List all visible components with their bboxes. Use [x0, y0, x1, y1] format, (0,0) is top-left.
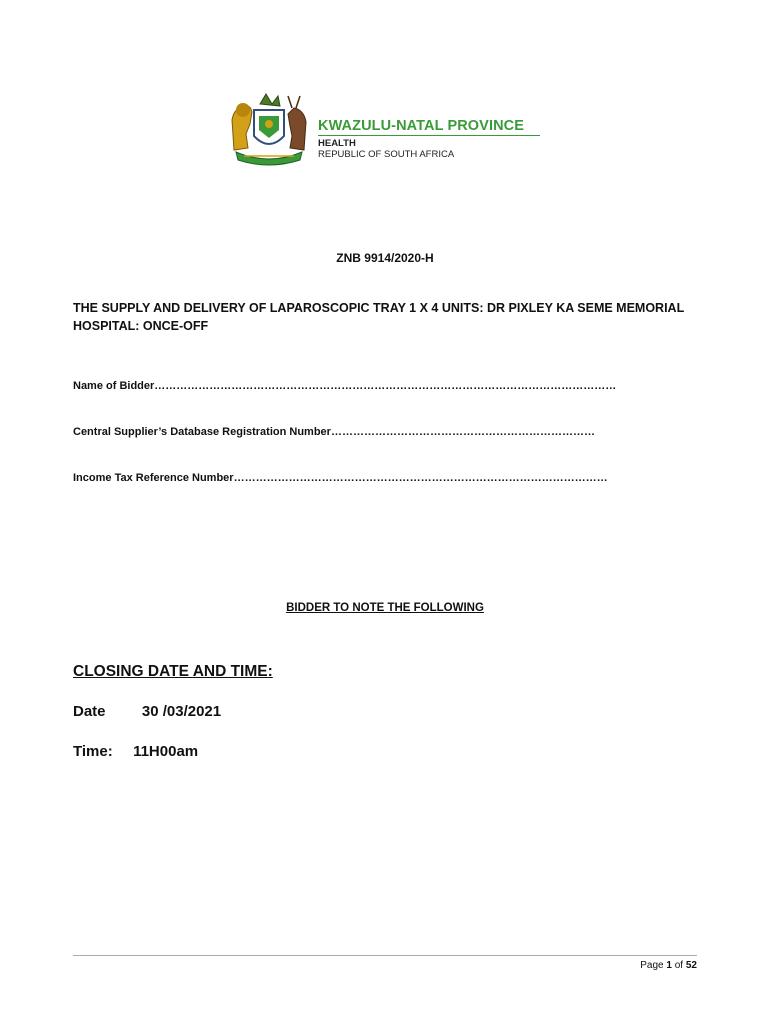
- tender-reference: ZNB 9914/2020-H: [336, 251, 434, 265]
- tender-title: THE SUPPLY AND DELIVERY OF LAPAROSCOPIC TRAY 1 X 4 UNITS: DR PIXLEY KA SEME MEMORIAL HOSPITAL: ONCE-OFF: [73, 301, 684, 333]
- footer-divider: [73, 955, 697, 956]
- name-of-bidder-field: Name of Bidder………………………………………………………………………………………………………………: [73, 380, 617, 392]
- time-label: Time:: [73, 743, 113, 760]
- page-current: 1: [666, 960, 672, 971]
- page-number: [640, 960, 697, 971]
- csd-registration-field: Central Supplier’s Database Registration Number………………………………………………………………: [73, 426, 595, 438]
- closing-date-row: [73, 703, 221, 720]
- coat-of-arms-icon: [226, 90, 312, 168]
- date-value: 30 /03/2021: [141, 703, 222, 720]
- department-name: HEALTH: [318, 138, 356, 149]
- bidder-notice-heading: BIDDER TO NOTE THE FOLLOWING: [286, 602, 484, 614]
- country-name: REPUBLIC OF SOUTH AFRICA: [318, 149, 455, 160]
- brand-divider: [318, 135, 540, 136]
- time-value: 11H00am: [133, 743, 199, 760]
- income-tax-field: Income Tax Reference Number…………………………………………………………………………………………: [73, 472, 608, 484]
- page-total: 52: [685, 960, 697, 971]
- page-of: of: [671, 960, 686, 971]
- closing-time-row: [73, 743, 198, 760]
- province-name: KWAZULU-NATAL PROVINCE: [318, 118, 524, 134]
- page-prefix: Page: [640, 960, 667, 971]
- date-label: Date: [73, 703, 106, 720]
- kzn-health-logo: [226, 90, 556, 170]
- closing-heading: CLOSING DATE AND TIME:: [73, 663, 273, 680]
